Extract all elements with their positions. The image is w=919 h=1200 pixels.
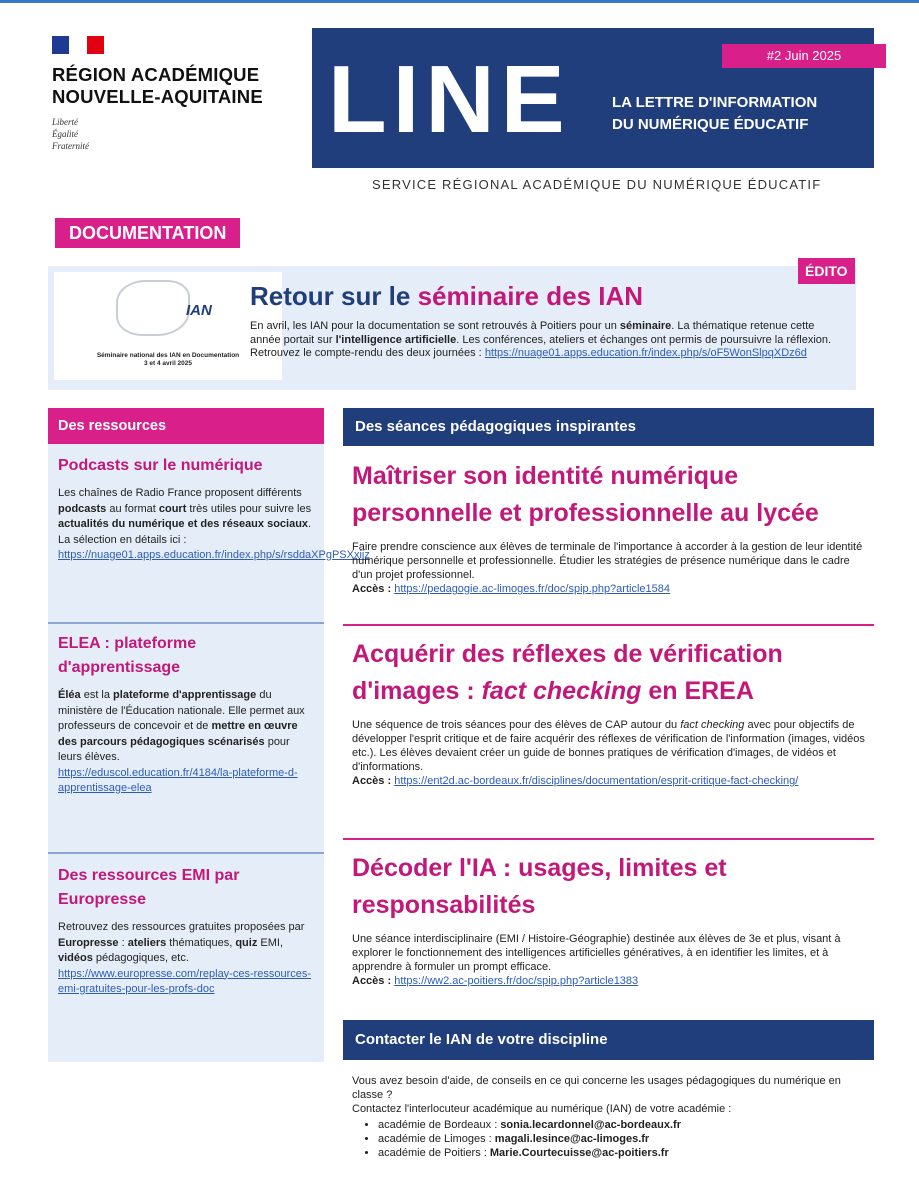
top-accent-line	[0, 0, 919, 3]
article-title: Décoder l'IA : usages, limites et responsabilités	[352, 854, 727, 919]
elea-link[interactable]: https://eduscol.education.fr/4184/la-plateforme-d-apprentissage-elea	[58, 766, 298, 794]
divider	[48, 622, 324, 624]
contact-email[interactable]: magali.lesince@ac-limoges.fr	[494, 1133, 650, 1145]
list-item: • académie de Limoges : magali.lesince@ac-limoges.fr	[378, 1132, 872, 1146]
contact-email[interactable]: Marie.Courtecuisse@ac-poitiers.fr	[489, 1147, 669, 1159]
service-name: SERVICE RÉGIONAL ACADÉMIQUE DU NUMÉRIQUE ÉDUCATIF	[372, 177, 822, 192]
article-fact-checking	[352, 636, 872, 788]
article-decoder-ia	[352, 850, 872, 988]
article-link[interactable]: https://pedagogie.ac-limoges.fr/doc/spip.php?article1584	[394, 583, 670, 595]
sidebar-section-elea	[48, 632, 324, 797]
section-body: Éléa est la plateforme d'apprentissage du ministère de l'Éducation nationale. Elle permet aux professeurs de concevoir et de mettre en œuvre des parcours pédagogiques scénarisés pour leurs élèves. https://eduscol.education.fr/4184/la-plateforme-d-apprentissage-elea	[58, 689, 305, 794]
edito-link[interactable]: https://nuage01.apps.education.fr/index.php/s/oF5WonSlpqXDz6d	[484, 347, 807, 359]
article-link[interactable]: https://ent2d.ac-bordeaux.fr/disciplines/documentation/esprit-critique-fact-checking/	[394, 775, 799, 787]
section-title: Podcasts sur le numérique	[58, 457, 263, 474]
french-flag-icon	[52, 36, 104, 54]
resources-sidebar	[48, 408, 370, 1062]
seminar-image	[54, 272, 282, 380]
region-logo	[52, 36, 302, 152]
newsletter-subtitle: LA LETTRE D'INFORMATION DU NUMÉRIQUE ÉDUCATIF	[612, 94, 818, 133]
sessions-header: Des séances pédagogiques inspirantes	[343, 408, 874, 446]
contact-intro: Vous avez besoin d'aide, de conseils en ce qui concerne les usages pédagogiques du numérique en classe ?	[352, 1075, 841, 1101]
article-link[interactable]: https://ww2.ac-poitiers.fr/doc/spip.php?article1383	[394, 975, 639, 987]
list-item: • académie de Poitiers : Marie.Courtecuisse@ac-poitiers.fr	[378, 1146, 872, 1160]
section-tag: DOCUMENTATION	[55, 218, 240, 248]
divider	[48, 852, 324, 854]
edito-text: En avril, les IAN pour la documentation se sont retrouvés à Poitiers pour un séminaire. La thématique retenue cette année portait sur l'intelligence artificielle. Les conférences, ateliers et échanges ont permis de poursuivre la réflexion. Retrouvez le compte-rendu des deux journées : https://nuage01.apps.education.fr/index.php/s/oF5WonSlpqXDz6d	[250, 320, 832, 359]
newsletter-logo-title: LINE	[328, 46, 571, 153]
contact-email[interactable]: sonia.lecardonnel@ac-bordeaux.fr	[500, 1119, 681, 1131]
republic-motto: Liberté Égalité Fraternité	[52, 117, 89, 151]
section-title: ELEA : plateforme d'apprentissage	[58, 635, 197, 676]
sidebar-section-europresse	[48, 864, 324, 998]
seminar-image-caption: Séminaire national des IAN en Documentation 3 et 4 avril 2025	[96, 352, 240, 367]
contact-header: Contacter le IAN de votre discipline	[343, 1020, 874, 1060]
section-body: Les chaînes de Radio France proposent différents podcasts au format court très utiles pour suivre les actualités du numérique et des réseaux sociaux. La sélection en détails ici : https://nuage01.apps.education.fr/index.php/s/rsddaXPgPSXxiiz	[58, 487, 370, 561]
section-title: Des ressources EMI par Europresse	[58, 867, 240, 908]
article-body: Une séquence de trois séances pour des élèves de CAP autour du fact checking avec pour objectifs de développer l'esprit critique et de faire acquérir des réflexes de vérification de l'information (images, vidéos etc.). Les élèves devaient créer un guide de bonnes pratiques de vérification d'images, de vidéos et d'informations. Accès : https://ent2d.ac-bordeaux.fr/disciplines/documentation/esprit-critique-fact-checking/	[352, 719, 865, 787]
sidebar-section-podcasts	[48, 454, 370, 564]
edito-title: Retour sur le séminaire des IAN	[250, 281, 644, 311]
article-identite-numerique	[352, 458, 872, 596]
ian-logo: IAN	[186, 302, 212, 319]
article-body: Faire prendre conscience aux élèves de terminale de l'importance à accorder à la gestion de leur identité numérique personnelle et professionnelle. Étudier les stratégies de présence numérique dans le cadre d'un projet professionnel. Accès : https://pedagogie.ac-limoges.fr/doc/spip.php?article1584	[352, 541, 863, 595]
podcasts-link[interactable]: https://nuage01.apps.education.fr/index.php/s/rsddaXPgPSXxiiz	[58, 549, 370, 561]
europresse-link[interactable]: https://www.europresse.com/replay-ces-ressources-emi-gratuites-pour-les-profs-doc	[58, 967, 312, 995]
region-name: RÉGION ACADÉMIQUE NOUVELLE-AQUITAINE	[52, 64, 263, 107]
contact-list	[364, 1118, 872, 1160]
divider	[343, 838, 874, 840]
list-item: • académie de Bordeaux : sonia.lecardonnel@ac-bordeaux.fr	[378, 1118, 872, 1132]
article-body: Une séance interdisciplinaire (EMI / Histoire-Géographie) destinée aux élèves de 3e et plus, visant à explorer le fonctionnement des intelligences artificielles génératives, à en identifier les limites, et à apprendre à formuler un prompt efficace. Accès : https://ww2.ac-poitiers.fr/doc/spip.php?article1383	[352, 933, 841, 987]
contact-section	[352, 1074, 872, 1160]
article-title: Maîtriser son identité numérique personnelle et professionnelle au lycée	[352, 462, 819, 527]
article-title: Acquérir des réflexes de vérification d'images : fact checking en EREA	[352, 640, 783, 705]
edito-badge: ÉDITO	[798, 258, 855, 284]
sidebar-header: Des ressources	[48, 408, 324, 444]
section-body: Retrouvez des ressources gratuites proposées par Europresse : ateliers thématiques, quiz EMI, vidéos pédagogiques, etc. https://www.europresse.com/replay-ces-ressources-emi-gratuites-pour-les-profs-doc	[58, 921, 312, 995]
divider	[343, 624, 874, 626]
issue-badge: #2 Juin 2025	[722, 44, 886, 68]
contact-instructions: Contactez l'interlocuteur académique au numérique (IAN) de votre académie :	[352, 1103, 732, 1115]
france-map-icon	[116, 280, 190, 336]
